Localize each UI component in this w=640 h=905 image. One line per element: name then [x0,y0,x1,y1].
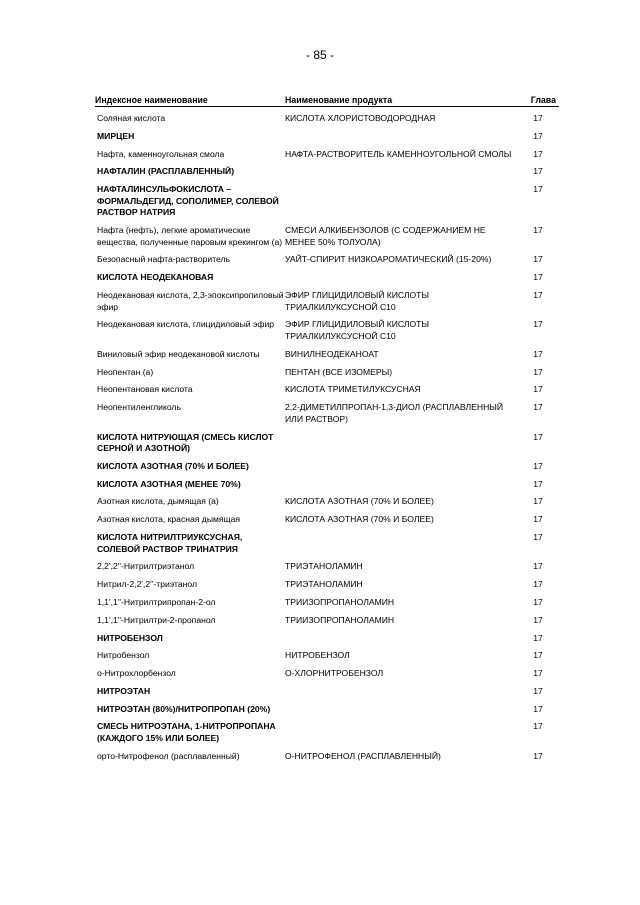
index-name-cell: КИСЛОТА АЗОТНАЯ (МЕНЕЕ 70%) [97,478,241,489]
table-row [95,349,559,361]
table-row [95,461,559,473]
product-name-cell: НИТРОБЕНЗОЛ [285,650,350,661]
chapter-cell: 17 [533,632,543,643]
chapter-cell: 17 [533,290,543,301]
product-name-cell [285,166,517,178]
product-name-cell: НАФТА-РАСТВОРИТЕЛЬ КАМЕННОУГОЛЬНОЙ СМОЛЫ [285,148,512,159]
chapter-cell: 17 [533,496,543,507]
index-name-cell: КИСЛОТА НЕОДЕКАНОВАЯ [97,272,214,283]
table-row [95,686,559,698]
chapter-cell: 17 [533,478,543,489]
product-name-cell [285,704,517,716]
table-row [95,751,559,763]
index-name-cell: о-Нитрохлорбензол [97,668,176,679]
index-name-cell: Неодекановая кислота, глицидиловый эфир [97,319,275,330]
table-row [95,290,559,313]
index-name-cell: НИТРОЭТАН (80%)/НИТРОПРОПАН (20%) [97,703,271,714]
table-row [95,496,559,508]
index-name-cell: 1,1',1''-Нитрилтрипропан-2-ол [97,596,216,607]
index-name-cell: МИРЦЕН [97,130,135,141]
product-name-cell [285,686,517,698]
page-number: - 85 - [305,48,334,62]
index-name-cell: НАФТАЛИНСУЛЬФОКИСЛОТА – ФОРМАЛЬДЕГИД, СОПОЛИМЕР, СОЛЕВОЙ РАСТВОР НАТРИЯ [97,184,279,218]
table-row [95,384,559,396]
table-row [95,633,559,645]
table-row [95,650,559,662]
chapter-cell: 17 [533,750,543,761]
chapter-cell: 17 [533,272,543,283]
index-name-cell: Азотная кислота, дымящая (а) [97,496,219,507]
chapter-cell: 17 [533,225,543,236]
product-name-cell: КИСЛОТА АЗОТНАЯ (70% И БОЛЕЕ) [285,514,434,525]
product-name-cell: УАЙТ-СПИРИТ НИЗКОАРОМАТИЧЕСКИЙ (15-20%) [285,254,492,265]
index-name-cell: Виниловый эфир неодекановой кислоты [97,348,260,359]
product-name-cell: О-НИТРОФЕНОЛ (РАСПЛАВЛЕННЫЙ) [285,750,441,761]
chapter-cell: 17 [533,685,543,696]
product-name-cell: ТРИИЗОПРОПАНОЛАМИН [285,596,395,607]
table-header [95,95,559,107]
table-row [95,149,559,161]
table-row [95,514,559,526]
chapter-cell: 17 [533,384,543,395]
chapter-cell: 17 [533,532,543,542]
index-name-cell: КИСЛОТА АЗОТНАЯ (70% И БОЛЕЕ) [97,460,249,471]
product-name-cell [285,532,517,555]
chapter-cell: 17 [533,402,543,413]
chapter-cell: 17 [533,460,543,471]
product-name-cell: ТРИЭТАНОЛАМИН [285,561,363,572]
column-header-index-name: Индексное наименование [95,95,208,105]
table-row [95,184,559,219]
chapter-cell: 17 [533,431,543,442]
table-row [95,402,559,425]
substance-index-table [95,95,559,769]
table-row [95,561,559,573]
chapter-cell: 17 [533,614,543,625]
table-row [95,367,559,379]
index-name-cell: 2,2',2''-Нитрилтриэтанол [97,561,195,572]
table-row [95,113,559,125]
product-name-cell [285,721,517,744]
index-name-cell: Нафта, каменноугольная смола [97,148,225,159]
product-name-cell: КИСЛОТА АЗОТНАЯ (70% И БОЛЕЕ) [285,496,434,507]
index-name-cell: Соляная кислота [97,113,166,123]
index-name-cell: 1,1',1''-Нитрилтри-2-пропанол [97,614,216,625]
table-row [95,432,559,455]
chapter-cell: 17 [533,579,543,590]
product-name-cell: КИСЛОТА ХЛОРИСТОВОДОРОДНАЯ [285,113,436,123]
chapter-cell: 17 [533,668,543,679]
product-name-cell: СМЕСИ АЛКИБЕНЗОЛОВ (С СОДЕРЖАНИЕМ НЕ МЕНЕЕ 50% ТОЛУОЛА) [285,225,486,247]
table-row [95,668,559,680]
table-row [95,166,559,178]
index-name-cell: Нитрил-2,2',2''-триэтанол [97,579,197,590]
index-name-cell: Неопентановая кислота [97,384,193,395]
product-name-cell: ЭФИР ГЛИЦИДИЛОВЫЙ КИСЛОТЫ ТРИАЛКИЛУКСУСНОЙ С10 [285,290,430,312]
table-row [95,254,559,266]
product-name-cell: ТРИИЗОПРОПАНОЛАМИН [285,614,395,625]
chapter-cell: 17 [533,561,543,572]
index-name-cell: Безопасный нафта-растворитель [97,254,231,265]
product-name-cell [285,479,517,491]
chapter-cell: 17 [533,254,543,265]
index-name-cell: НИТРОБЕНЗОЛ [97,632,163,643]
chapter-cell: 17 [533,166,543,177]
index-name-cell: орто-Нитрофенол (расплавленный) [97,750,240,761]
product-name-cell: ВИНИЛНЕОДЕКАНОАТ [285,348,379,359]
table-row [95,721,559,744]
table-row [95,272,559,284]
product-name-cell: О-ХЛОРНИТРОБЕНЗОЛ [285,668,384,679]
column-header-chapter: Глава [530,95,556,105]
table-row [95,597,559,609]
table-row [95,225,559,248]
product-name-cell [285,432,517,455]
chapter-cell: 17 [533,113,543,123]
chapter-cell: 17 [533,514,543,525]
index-name-cell: СМЕСЬ НИТРОЭТАНА, 1-НИТРОПРОПАНА (КАЖДОГО 15% ИЛИ БОЛЕЕ) [97,721,276,743]
index-name-cell: НАФТАЛИН (РАСПЛАВЛЕННЫЙ) [97,166,235,177]
index-name-cell: НИТРОЭТАН [97,685,151,696]
index-name-cell: КИСЛОТА НИТРУЮЩАЯ (СМЕСЬ КИСЛОТ СЕРНОЙ И АЗОТНОЙ) [97,431,274,454]
product-name-cell: ПЕНТАН (ВСЕ ИЗОМЕРЫ) [285,366,393,377]
product-name-cell: ЭФИР ГЛИЦИДИЛОВЫЙ КИСЛОТЫ ТРИАЛКИЛУКСУСНОЙ С10 [285,319,430,341]
chapter-cell: 17 [533,319,543,330]
index-name-cell: Нитробензол [97,650,150,661]
index-name-cell: Нафта (нефть), легкие ароматические вещества, полученные паровым крекингом (а) [97,225,283,247]
index-name-cell: Неодекановая кислота, 2,3-эпоксипропиловый эфир [97,290,284,312]
product-name-cell [285,272,517,284]
product-name-cell [285,633,517,645]
table-body [95,113,559,762]
chapter-cell: 17 [533,148,543,159]
product-name-cell [285,131,517,143]
index-name-cell: Неопентиленгликоль [97,402,181,413]
chapter-cell: 17 [533,721,543,732]
chapter-cell: 17 [533,184,543,195]
product-name-cell [285,184,517,219]
product-name-cell [285,461,517,473]
chapter-cell: 17 [533,366,543,377]
table-row [95,319,559,342]
index-name-cell: Азотная кислота, красная дымящая [97,514,241,525]
chapter-cell: 17 [533,650,543,661]
table-row [95,579,559,591]
chapter-cell: 17 [533,130,543,141]
product-name-cell: ТРИЭТАНОЛАМИН [285,579,363,590]
product-name-cell: 2,2-ДИМЕТИЛПРОПАН-1,3-ДИОЛ (РАСПЛАВЛЕННЫЙ ИЛИ РАСТВОР) [285,402,504,424]
table-row [95,131,559,143]
table-row [95,615,559,627]
table-row [95,532,559,555]
index-name-cell: КИСЛОТА НИТРИЛТРИУКСУСНАЯ, СОЛЕВОЙ РАСТВОР ТРИНАТРИЯ [97,532,243,554]
column-header-product-name: Наименование продукта [285,95,393,105]
chapter-cell: 17 [533,703,543,714]
chapter-cell: 17 [533,348,543,359]
table-row [95,704,559,716]
index-name-cell: Неопентан (а) [97,366,154,377]
product-name-cell: КИСЛОТА ТРИМЕТИЛУКСУСНАЯ [285,384,421,395]
table-row [95,479,559,491]
chapter-cell: 17 [533,596,543,607]
